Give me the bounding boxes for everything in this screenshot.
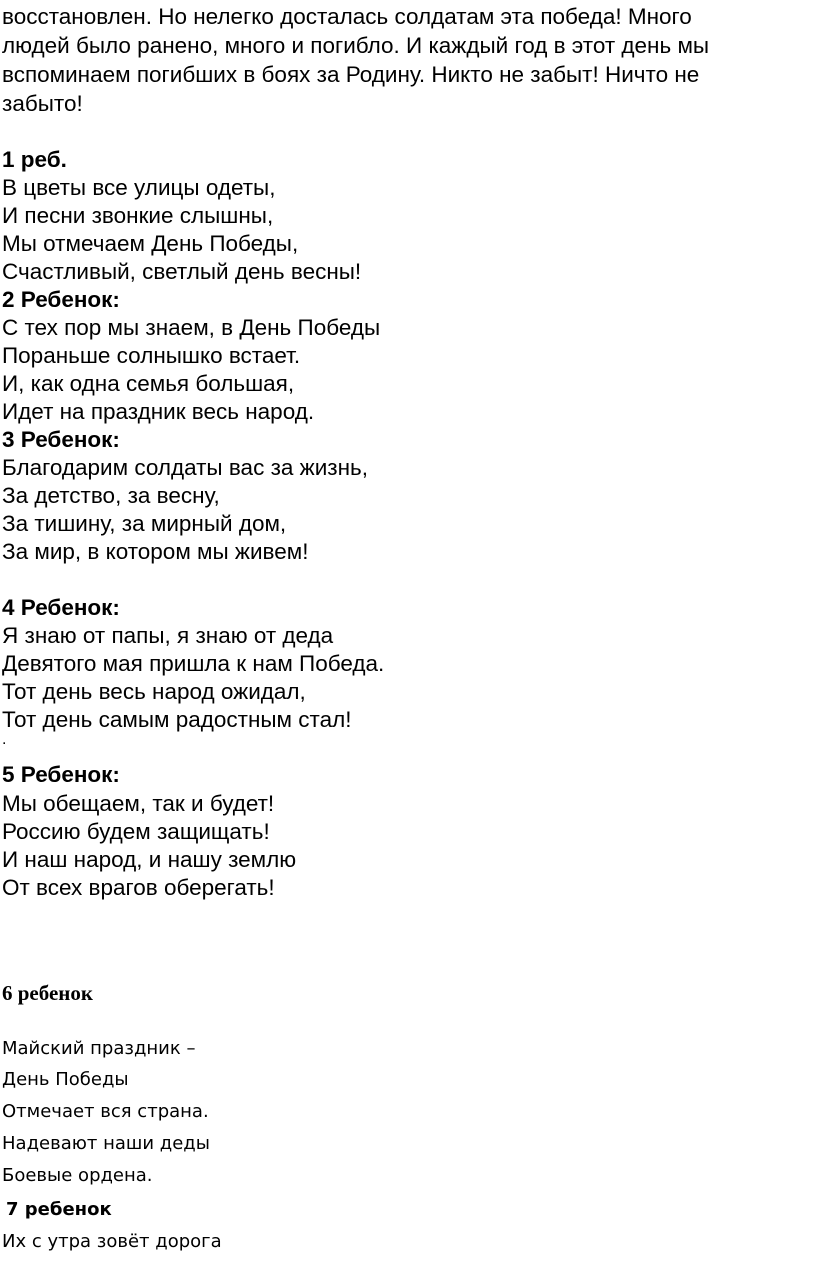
verse-line: Я знаю от папы, я знаю от деда (2, 623, 334, 648)
speaker-label: 7 ребенок (6, 1199, 112, 1220)
verse-line: Благодарим солдаты вас за жизнь, (2, 455, 368, 480)
verse-line: Мы обещаем, так и будет! (2, 791, 275, 816)
verse-line: И песни звонкие слышны, (2, 203, 274, 228)
intro-line: забыто! (2, 91, 83, 116)
speaker-label: 3 Ребенок: (2, 427, 120, 452)
verse-line: Тот день самым радостным стал! (2, 707, 352, 732)
verse-line: И, как одна семья большая, (2, 371, 295, 396)
intro-line: восстановлен. Но нелегко досталась солдатам эта победа! Много (2, 4, 692, 29)
speaker-label: 4 Ребенок: (2, 595, 120, 620)
verse-line: И наш народ, и нашу землю (2, 847, 297, 872)
verse-line: Боевые ордена. (2, 1165, 153, 1186)
intro-line: вспоминаем погибших в боях за Родину. Никто не забыт! Ничто не (2, 62, 700, 87)
verse-line: Тот день весь народ ожидал, (2, 679, 306, 704)
verse-line: Счастливый, светлый день весны! (2, 259, 362, 284)
verse-line: Отмечает вся страна. (2, 1101, 209, 1122)
verse-line: От всех врагов оберегать! (2, 875, 275, 900)
verse-line: За тишину, за мирный дом, (2, 511, 287, 536)
intro-line: людей было ранено, много и погибло. И каждый год в этот день мы (2, 33, 710, 58)
speaker-label: 5 Ребенок: (2, 762, 120, 787)
verse-line: Девятого мая пришла к нам Победа. (2, 651, 385, 676)
stray-dot: . (2, 731, 7, 748)
verse-line: День Победы (2, 1069, 129, 1090)
verse-line: Надевают наши деды (2, 1133, 210, 1154)
verse-line: С тех пор мы знаем, в День Победы (2, 315, 381, 340)
verse-line: В цветы все улицы одеты, (2, 175, 276, 200)
verse-line: Мы отмечаем День Победы, (2, 231, 299, 256)
speaker-label: 2 Ребенок: (2, 287, 120, 312)
verse-line: За мир, в котором мы живем! (2, 539, 309, 564)
speaker-label: 1 реб. (2, 147, 67, 172)
verse-line: Майский праздник – (2, 1038, 196, 1059)
speaker-label: 6 ребенок (2, 981, 93, 1005)
verse-line: Их с утра зовёт дорога (2, 1231, 222, 1252)
verse-line: Пораньше солнышко встает. (2, 343, 301, 368)
verse-line: Россию будем защищать! (2, 819, 270, 844)
verse-line: За детство, за весну, (2, 483, 220, 508)
verse-line: Идет на праздник весь народ. (2, 399, 315, 424)
